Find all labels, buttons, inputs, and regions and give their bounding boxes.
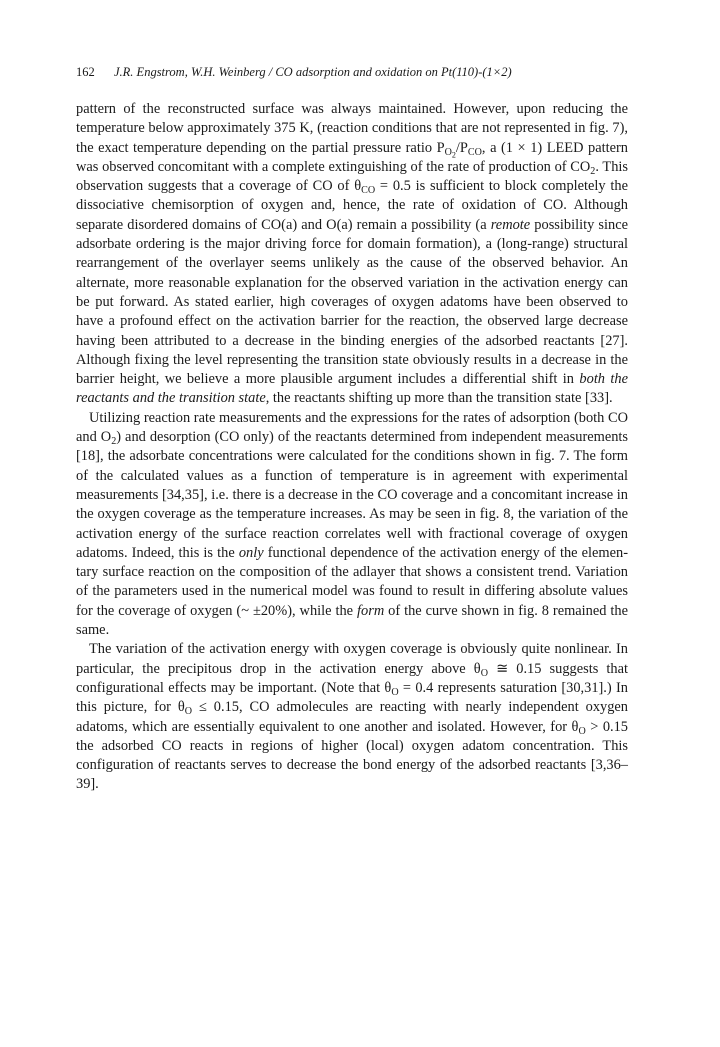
running-head bbox=[76, 64, 628, 80]
paragraph-activation-energy: The variation of the activation energy with oxygen coverage is obviously quite nonlinear. In particular, the precipitous drop in the activation energy above $\theta_O$ ≅ 0.15 suggests that configurational effects may be important. (Note that $\theta_O = 0.4$ represents saturation [30,31].) In this picture, for $\theta_O \le 0.15$, CO admolecules are reacting with nearly independent oxygen adatoms, which are essentially equivalent to one another and isolated. However, for $\theta_O > 0.15$ the adsorbed CO reacts in regions of higher (local) oxygen adatom concentration. This configuration of reactants serves to decrease the bond energy of the adsorbed reactants [3,36–39]. bbox=[76, 641, 629, 793]
journal-page bbox=[76, 64, 628, 795]
page-number: 162 bbox=[76, 65, 95, 79]
paragraph-reaction-rates: Utilizing reaction rate measurements and the expressions for the rates of adsorption (both CO and $O_2$) and desorption (CO only) of the reactants determined from independent measurements [18], the adsorbate concentrations were calculated for the conditions shown in fig. 7. The form of the calculated values as a function of temperature is in agreement with experimental measurements [34,35], i.e. there is a decrease in the CO coverage and a concomitant increase in the oxygen coverage as the temperature increases. As may be seen in fig. 8, the variation of the activation energy of the surface reaction correlates well with fractional coverage of oxygen adatoms. Indeed, this is the only functional dependence of the activation energy of the elementary surface reaction on the composition of the adlayer that shows a consistent trend. Variation of the parameters used in the numerical model was found to result in differing absolute values for the coverage of oxygen (~ ±20%), while the form of the curve shown in fig. 8 remained the same. bbox=[76, 409, 629, 639]
paragraph-continued: pattern of the reconstructed surface was always maintained. However, upon reducing the temperature below approximately 375 K, (reaction conditions that are not represented in fig. 7), the exact temperature depending on the partial pressure ratio $P_{O_2}/P_{CO}$, a (1 × 1) LEED pattern was observed concomitant with a complete extinguishing of the rate of production of $CO_2$. This observation suggests that a coverage of CO of $\theta_{CO} = 0.5$ is sufficient to block completely the dissociative chemisorption of oxygen and, hence, the rate of oxidation of CO. Although separate disordered domains of CO(a) and O(a) remain a possibility (a remote possibility since adsorbate ordering is the major driving force for domain formation), a (long-range) structural rearrangement of the overlayer seems unlikely as the cause of the observed behavior. An alternate, more reasonable explanation for the observed variation in the activation energy can be put forward. As stated earlier, high coverages of oxygen adatoms have been observed to have a profound effect on the activation barrier for the reaction, the observed large decrease having been attributed to a decrease in the binding energies of the adsorbed reactants [27]. Although fixing the level representing the transition state obviously results in a decrease in the barrier height, we believe a more plausible argument includes a differential shift in both the reactants and the transition state, the reactants shifting up more than the transition state [33]. bbox=[76, 101, 629, 407]
running-title: J.R. Engstrom, W.H. Weinberg / CO adsorption and oxidation on Pt(110)-(1×2) bbox=[114, 65, 512, 79]
article-body bbox=[76, 100, 628, 795]
